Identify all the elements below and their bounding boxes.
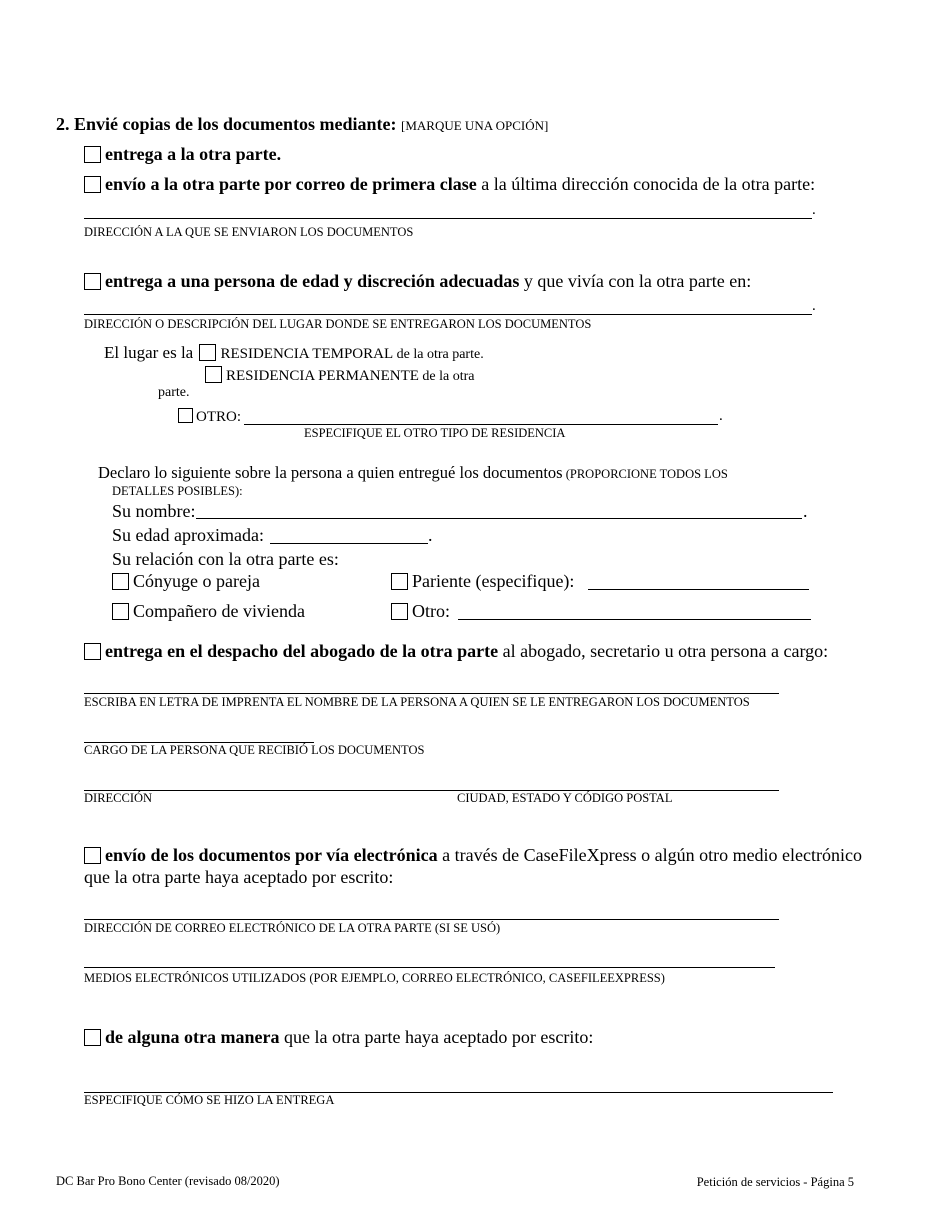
permanent-residence-label: RESIDENCIA PERMANENTE — [226, 368, 419, 384]
first-class-mail-label-rest: a la última dirección conocida de la otra parte: — [476, 174, 816, 194]
suitable-place-field[interactable] — [84, 314, 812, 315]
permanent-residence-checkbox[interactable] — [205, 366, 222, 383]
option-electronic — [84, 845, 862, 866]
place-permanent-row — [205, 366, 475, 385]
relation-roommate-option — [112, 601, 305, 622]
relation-other-field[interactable] — [458, 619, 811, 620]
other-manner-label-bold: de alguna otra manera — [105, 1027, 280, 1047]
suitable-person-checkbox[interactable] — [84, 273, 101, 290]
other-manner-caption: ESPECIFIQUE CÓMO SE HIZO LA ENTREGA — [84, 1093, 335, 1107]
temporary-residence-rest: de la otra parte. — [393, 347, 484, 362]
electronic-means-caption: MEDIOS ELECTRÓNICOS UTILIZADOS (POR EJEMPLO, CORREO ELECTRÓNICO, CASEFILEEXPRESS) — [84, 971, 665, 985]
footer-right: Petición de servicios - Página 5 — [696, 1175, 854, 1189]
place-intro-label: El lugar es la — [104, 343, 194, 362]
suitable-person-label-rest: y que vivía con la otra parte en: — [519, 271, 752, 291]
permanent-residence-rest: de la otra — [418, 369, 475, 384]
relation-relative-label: Pariente (especifique): — [412, 571, 575, 591]
personal-delivery-label: entrega a la otra parte. — [105, 144, 282, 164]
option-suitable-person — [84, 271, 751, 292]
declaration-main: Declaro lo siguiente sobre la persona a quien entregué los documentos — [98, 463, 563, 482]
attorney-office-label-bold: entrega en el despacho del abogado de la otra parte — [105, 641, 499, 661]
temporary-residence-checkbox[interactable] — [199, 344, 216, 361]
relation-label: Su relación con la otra parte es: — [112, 549, 339, 569]
attorney-city-caption: CIUDAD, ESTADO Y CÓDIGO POSTAL — [457, 791, 673, 805]
electronic-checkbox[interactable] — [84, 847, 101, 864]
footer-left: DC Bar Pro Bono Center (revisado 08/2020) — [56, 1174, 280, 1188]
relation-relative-checkbox[interactable] — [391, 573, 408, 590]
attorney-office-checkbox[interactable] — [84, 643, 101, 660]
first-class-mail-checkbox[interactable] — [84, 176, 101, 193]
attorney-address-caption: DIRECCIÓN — [84, 791, 153, 805]
section-instruction: [MARQUE UNA OPCIÓN] — [401, 118, 549, 133]
relation-spouse-checkbox[interactable] — [112, 573, 129, 590]
relation-other-checkbox[interactable] — [391, 603, 408, 620]
person-age-label: Su edad aproximada: — [112, 525, 264, 545]
first-class-mail-label-bold: envío a la otra parte por correo de primera clase — [105, 174, 477, 194]
relation-relative-option — [391, 571, 574, 592]
option-attorney-office — [84, 641, 828, 662]
other-residence-field[interactable] — [244, 424, 718, 425]
electronic-label-rest: a través de CaseFileXpress o algún otro medio electrónico — [437, 845, 863, 865]
mail-address-caption: DIRECCIÓN A LA QUE SE ENVIARON LOS DOCUMENTOS — [84, 225, 414, 239]
temporary-residence-label: RESIDENCIA TEMPORAL — [220, 346, 394, 362]
section-title: Envié copias de los documentos mediante: — [74, 114, 397, 134]
declaration-small: (PROPORCIONE TODOS LOS — [562, 467, 728, 481]
place-temporary-row — [104, 343, 484, 363]
electronic-means-field[interactable] — [84, 967, 775, 968]
relation-roommate-checkbox[interactable] — [112, 603, 129, 620]
suitable-person-label-bold: entrega a una persona de edad y discreción adecuadas — [105, 271, 520, 291]
mail-address-field[interactable] — [84, 218, 812, 219]
relation-other-option — [391, 601, 450, 622]
other-residence-caption: ESPECIFIQUE EL OTRO TIPO DE RESIDENCIA — [304, 426, 566, 440]
relation-spouse-option — [112, 571, 260, 592]
person-name-field[interactable] — [196, 518, 802, 519]
other-residence-checkbox[interactable] — [178, 408, 193, 423]
other-manner-checkbox[interactable] — [84, 1029, 101, 1046]
other-residence-label: OTRO: — [196, 409, 241, 425]
declaration-text — [98, 463, 728, 483]
person-age-period: . — [428, 525, 433, 545]
relation-other-label: Otro: — [412, 601, 450, 621]
attorney-office-label-rest: al abogado, secretario u otra persona a cargo: — [498, 641, 829, 661]
electronic-label-wrap: que la otra parte haya aceptado por escrito: — [84, 867, 394, 887]
personal-delivery-checkbox[interactable] — [84, 146, 101, 163]
other-manner-label-rest: que la otra parte haya aceptado por escrito: — [279, 1027, 594, 1047]
mail-address-period: . — [812, 202, 816, 218]
option-personal-delivery — [84, 144, 281, 165]
attorney-person-name-caption: ESCRIBA EN LETRA DE IMPRENTA EL NOMBRE DE LA PERSONA A QUIEN SE LE ENTREGARON LOS DOCUMENTOS — [84, 695, 750, 709]
electronic-email-caption: DIRECCIÓN DE CORREO ELECTRÓNICO DE LA OTRA PARTE (SI SE USÓ) — [84, 921, 501, 935]
person-name-period: . — [803, 501, 808, 521]
attorney-person-title-caption: CARGO DE LA PERSONA QUE RECIBIÓ LOS DOCUMENTOS — [84, 743, 425, 757]
section-number: 2. — [56, 114, 70, 134]
option-other-manner — [84, 1027, 593, 1048]
electronic-label-bold: envío de los documentos por vía electrónica — [105, 845, 438, 865]
attorney-address-field[interactable] — [84, 790, 779, 791]
suitable-place-period: . — [812, 298, 816, 314]
other-residence-period: . — [719, 408, 723, 424]
place-other-row — [178, 408, 241, 426]
person-age-field[interactable] — [270, 543, 428, 544]
section-heading — [56, 114, 548, 135]
person-name-label: Su nombre: — [112, 501, 196, 521]
relation-spouse-label: Cónyuge o pareja — [133, 571, 260, 591]
attorney-person-name-field[interactable] — [84, 693, 779, 694]
electronic-email-field[interactable] — [84, 919, 779, 920]
relation-roommate-label: Compañero de vivienda — [133, 601, 305, 621]
suitable-place-caption: DIRECCIÓN O DESCRIPCIÓN DEL LUGAR DONDE SE ENTREGARON LOS DOCUMENTOS — [84, 317, 592, 331]
option-first-class-mail — [84, 174, 815, 195]
relation-relative-field[interactable] — [588, 589, 809, 590]
permanent-residence-wrap: parte. — [158, 385, 190, 400]
declaration-small-wrap: DETALLES POSIBLES): — [112, 484, 243, 498]
